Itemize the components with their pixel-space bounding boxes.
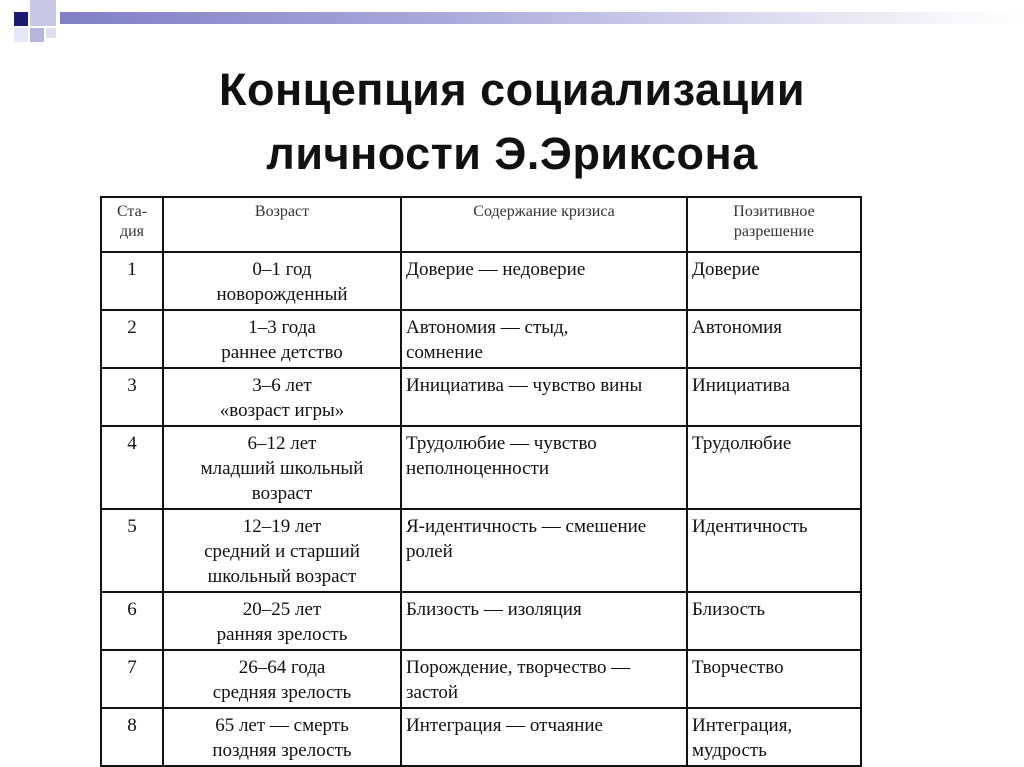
cell-crisis	[401, 650, 687, 708]
cell-line: 6–12 лет	[247, 433, 317, 454]
cell-age	[163, 310, 401, 368]
cell-age	[163, 426, 401, 509]
cell-stage: 2	[101, 310, 163, 368]
cell-line: ролей	[406, 541, 453, 562]
cell-stage: 8	[101, 708, 163, 766]
decor-square	[14, 12, 28, 26]
cell-line: школьный возраст	[207, 566, 357, 587]
header-positive-line-1: Позитивное	[733, 203, 815, 220]
cell-line: 0–1 год	[252, 259, 312, 280]
header-positive	[687, 197, 861, 252]
cell-line: новорожденный	[216, 284, 348, 305]
cell-line: 3–6 лет	[252, 375, 312, 396]
cell-positive	[687, 368, 861, 426]
cell-line: возраст	[251, 483, 313, 504]
cell-stage: 7	[101, 650, 163, 708]
erikson-stages-table	[100, 196, 862, 767]
cell-line: застой	[406, 682, 459, 703]
cell-line: Трудолюбие	[692, 433, 792, 454]
cell-positive	[687, 708, 861, 766]
cell-crisis	[401, 509, 687, 592]
cell-line: Близость	[692, 599, 766, 620]
cell-line: Автономия	[692, 317, 783, 338]
cell-age	[163, 592, 401, 650]
cell-crisis	[401, 252, 687, 310]
cell-positive	[687, 650, 861, 708]
cell-line: 20–25 лет	[242, 599, 322, 620]
cell-crisis	[401, 708, 687, 766]
cell-line: Порождение, творчество —	[406, 657, 631, 678]
header-crisis: Содержание кризиса	[401, 197, 687, 252]
cell-line: младший школьный	[200, 458, 364, 479]
cell-stage: 1	[101, 252, 163, 310]
cell-line: средний и старший	[204, 541, 360, 562]
cell-age	[163, 509, 401, 592]
header-stage-line-2: дия	[119, 223, 145, 240]
decor-square	[30, 28, 44, 42]
cell-line: Инициатива	[692, 375, 790, 396]
cell-line: поздняя зрелость	[212, 740, 352, 761]
cell-line: сомнение	[406, 342, 483, 363]
cell-stage: 3	[101, 368, 163, 426]
decor-square	[14, 28, 28, 42]
cell-positive	[687, 509, 861, 592]
cell-line: 1–3 года	[248, 317, 316, 338]
cell-line: 12–19 лет	[242, 516, 322, 537]
header-age: Возраст	[163, 197, 401, 252]
cell-line: «возраст игры»	[219, 400, 345, 421]
cell-line: Я-идентичность — смешение	[406, 516, 647, 537]
table-row	[101, 509, 861, 592]
slide-title	[0, 58, 1024, 186]
header-positive-line-2: разрешение	[733, 223, 815, 240]
title-line-1: Концепция социализации	[218, 64, 805, 115]
table-row	[101, 708, 861, 766]
table-header-row	[101, 197, 861, 252]
cell-stage: 6	[101, 592, 163, 650]
cell-line: средняя зрелость	[212, 682, 352, 703]
cell-line: неполноценности	[406, 458, 549, 479]
cell-line: раннее детство	[221, 342, 343, 363]
table-row	[101, 310, 861, 368]
cell-age	[163, 368, 401, 426]
cell-crisis	[401, 426, 687, 509]
title-line-2: личности Э.Эриксона	[266, 128, 758, 179]
cell-line: Интеграция — отчаяние	[406, 715, 603, 736]
decor-gradient-bar	[60, 12, 1024, 24]
cell-age	[163, 650, 401, 708]
table-row	[101, 252, 861, 310]
cell-line: ранняя зрелость	[216, 624, 348, 645]
cell-line: 65 лет — смерть	[215, 715, 349, 736]
cell-positive	[687, 426, 861, 509]
cell-positive	[687, 252, 861, 310]
cell-line: Доверие — недоверие	[406, 259, 586, 280]
cell-age	[163, 252, 401, 310]
header-stage	[101, 197, 163, 252]
cell-line: Интеграция,	[692, 715, 793, 736]
decor-square	[46, 28, 56, 38]
cell-age	[163, 708, 401, 766]
cell-line: Творчество	[692, 657, 784, 678]
cell-positive	[687, 310, 861, 368]
cell-line: 26–64 года	[238, 657, 326, 678]
cell-line: Автономия — стыд,	[406, 317, 569, 338]
table-row	[101, 368, 861, 426]
table-row	[101, 650, 861, 708]
decor-square	[30, 0, 56, 26]
cell-positive	[687, 592, 861, 650]
cell-line: Идентичность	[692, 516, 808, 537]
cell-line: Трудолюбие — чувство	[406, 433, 597, 454]
cell-stage: 4	[101, 426, 163, 509]
header-stage-line-1: Ста-	[116, 203, 148, 220]
cell-stage: 5	[101, 509, 163, 592]
cell-line: мудрость	[692, 740, 767, 761]
cell-line: Инициатива — чувство вины	[406, 375, 643, 396]
slide-decoration	[0, 0, 1024, 60]
cell-line: Доверие	[692, 259, 760, 280]
table-row	[101, 426, 861, 509]
table-row	[101, 592, 861, 650]
cell-crisis	[401, 368, 687, 426]
cell-crisis	[401, 310, 687, 368]
cell-crisis	[401, 592, 687, 650]
cell-line: Близость — изоляция	[406, 599, 582, 620]
